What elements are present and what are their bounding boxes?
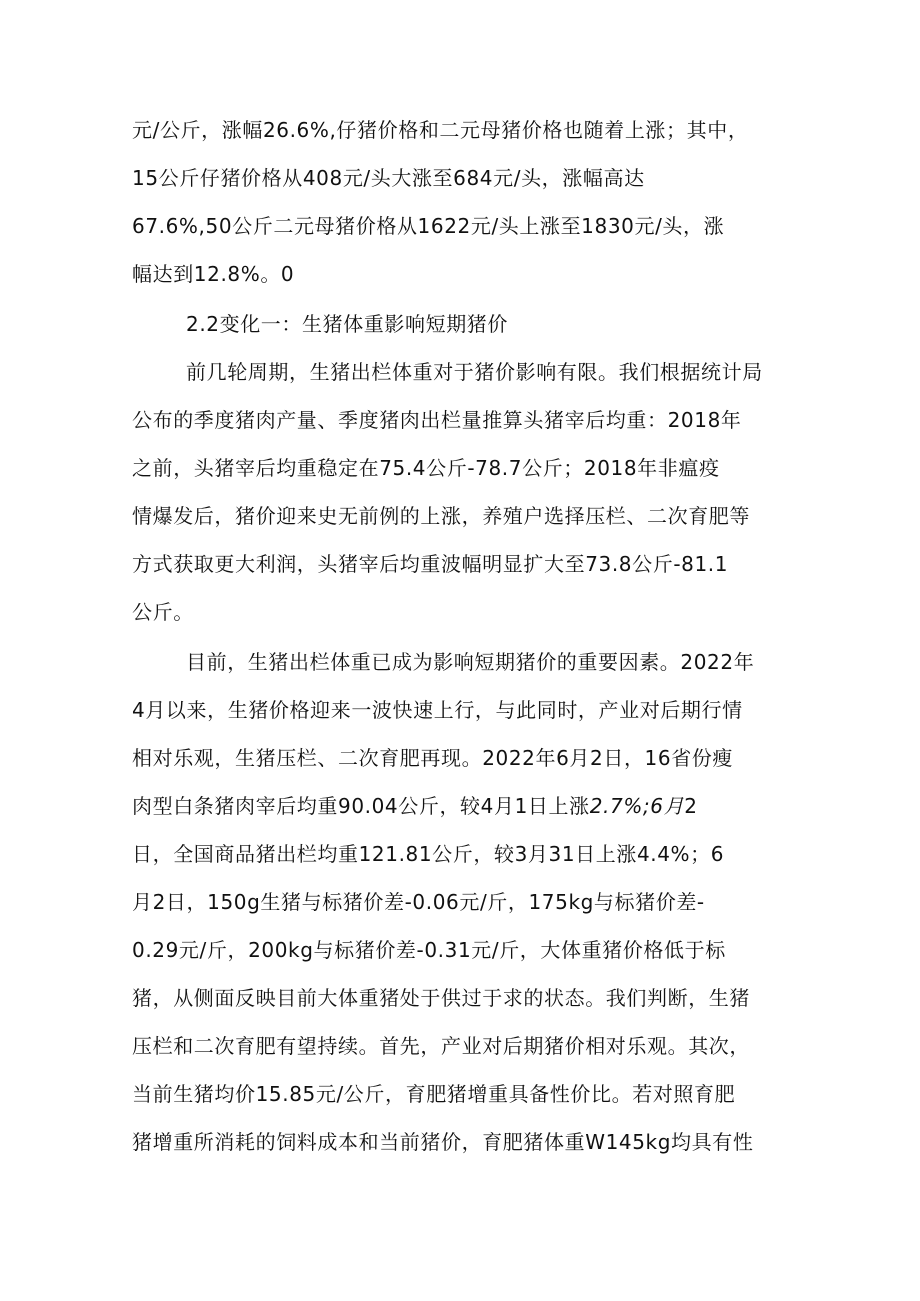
text-line: 前几轮周期，生猪出栏体重对于猪价影响有限。我们根据统计局 [186,360,763,384]
text-line: 月2日，150g生猪与标猪价差-0.06元/斤，175kg与标猪价差- [132,890,705,914]
text-line: 猪，从侧面反映目前大体重猪处于供过于求的状态。我们判断，生猪 [132,986,750,1010]
text-line: 0.29元/斤，200kg与标猪价差-0.31元/斤，大体重猪价格低于标 [132,938,726,962]
text-line: 日，全国商品猪出栏均重121.81公斤，较3月31日上涨4.4%；6 [132,842,725,866]
section-heading: 2.2变化一：生猪体重影响短期猪价 [186,312,509,336]
text-line: 公布的季度猪肉产量、季度猪肉出栏量推算头猪宰后均重：2018年 [132,408,742,432]
text-segment: 2 [684,794,698,818]
text-line: 猪增重所消耗的饲料成本和当前猪价，育肥猪体重W145kg均具有性 [132,1130,754,1154]
text-line: 压栏和二次育肥有望持续。首先，产业对后期猪价相对乐观。其次， [132,1034,750,1058]
text-line [132,792,698,820]
text-line: 公斤。 [132,600,194,624]
text-line: 方式获取更大利润，头猪宰后均重波幅明显扩大至73.8公斤-81.1 [132,552,729,576]
text-line: 幅达到12.8%。0 [132,262,295,286]
text-line: 之前，头猪宰后均重稳定在75.4公斤-78.7公斤；2018年非瘟疫 [132,456,720,480]
italic-text-segment: 2.7%;6月 [589,794,685,818]
text-line: 4月以来，生猪价格迎来一波快速上行，与此同时，产业对后期行情 [132,698,743,722]
text-line: 67.6%,50公斤二元母猪价格从1622元/头上涨至1830元/头，涨 [132,214,725,238]
text-line: 情爆发后，猪价迎来史无前例的上涨，养殖户选择压栏、二次育肥等 [132,504,750,528]
text-line: 15公斤仔猪价格从408元/头大涨至684元/头，涨幅高达 [132,166,645,190]
text-line: 目前，生猪出栏体重已成为影响短期猪价的重要因素。2022年 [186,650,755,674]
text-segment: 肉型白条猪肉宰后均重90.04公斤，较4月1日上涨 [132,794,590,818]
text-line: 元/公斤，涨幅26.6%,仔猪价格和二元母猪价格也随着上涨；其中， [132,118,749,142]
text-line: 相对乐观，生猪压栏、二次育肥再现。2022年6月2日，16省份瘦 [132,746,733,770]
text-line: 当前生猪均价15.85元/公斤，育肥猪增重具备性价比。若对照育肥 [132,1082,736,1106]
